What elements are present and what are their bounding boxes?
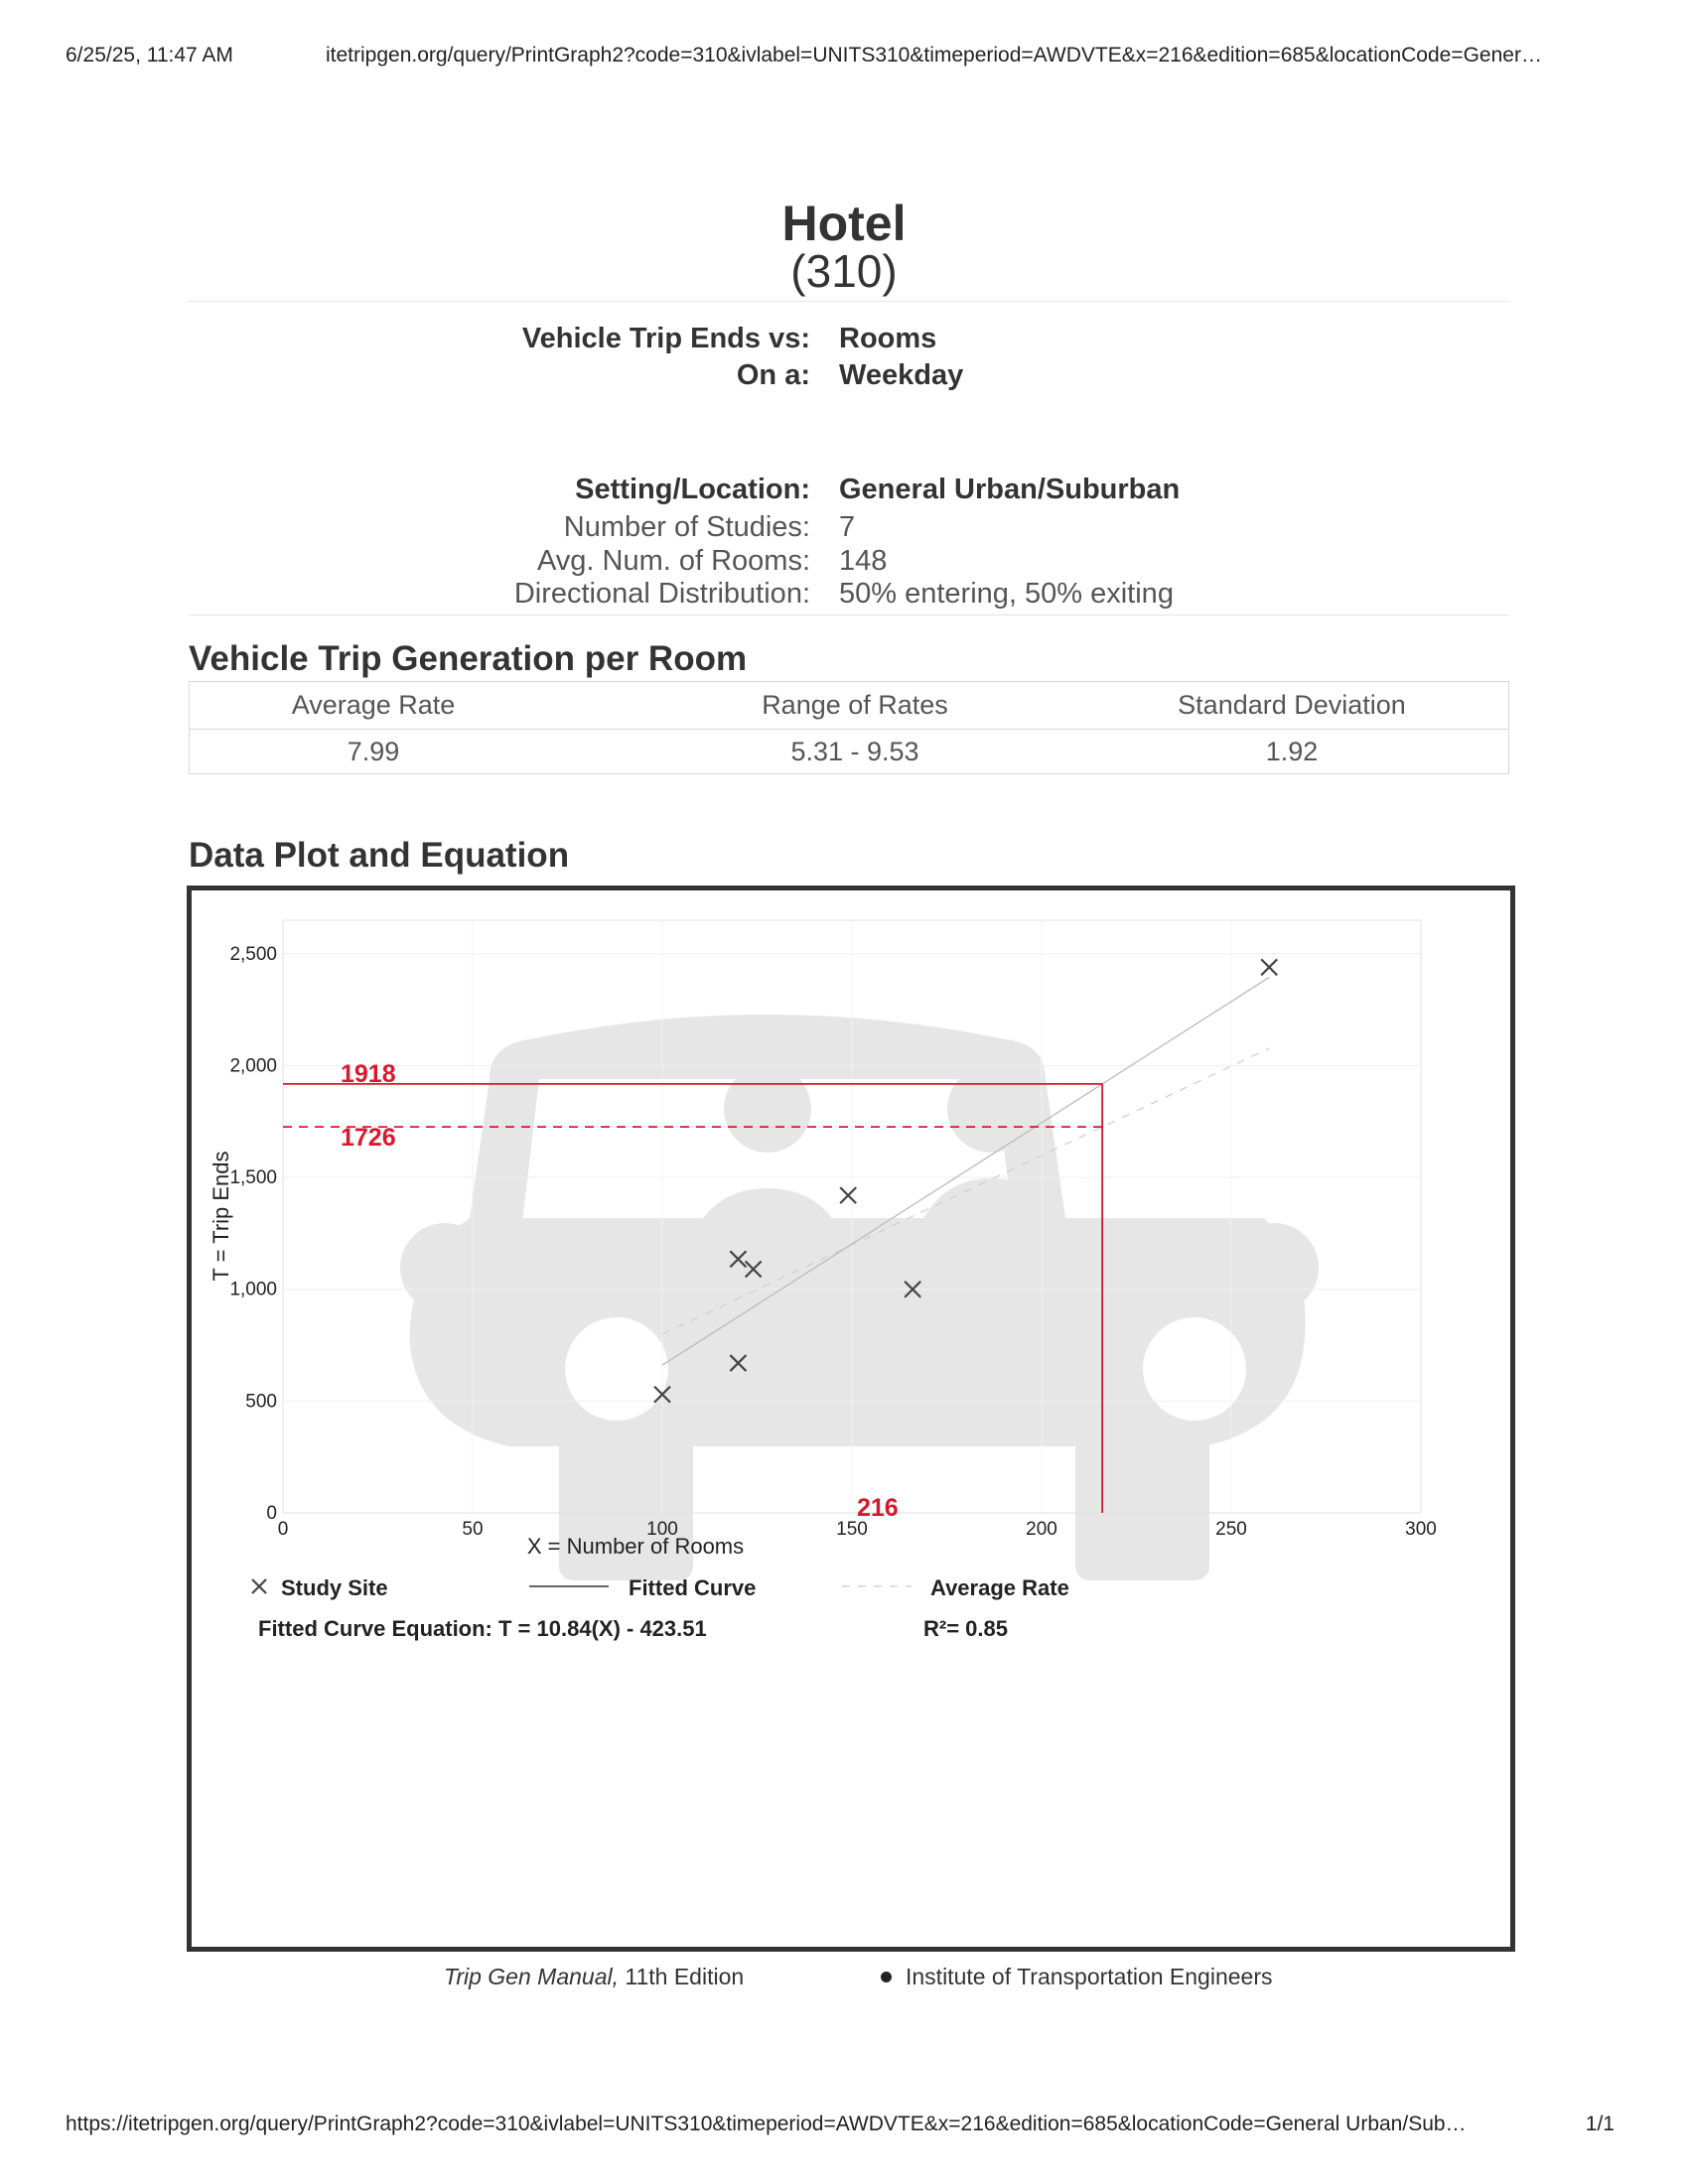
y-tick-label: 1,500 <box>229 1167 277 1189</box>
divider <box>189 614 1509 615</box>
y-tick-label: 0 <box>266 1503 277 1524</box>
studies-value: 7 <box>839 511 856 543</box>
fitted-value-label: 1918 <box>341 1060 396 1088</box>
rates-header-row <box>190 682 1508 730</box>
rates-section-title: Vehicle Trip Generation per Room <box>189 639 748 678</box>
x-tick-label: 150 <box>836 1519 868 1540</box>
studies-label: Number of Studies: <box>563 511 810 543</box>
setting-value: General Urban/Suburban <box>839 474 1181 505</box>
vs-label: Vehicle Trip Ends vs: <box>521 323 810 354</box>
on-value: Weekday <box>839 359 964 391</box>
rates-header-stddev: Standard Deviation <box>1178 690 1406 720</box>
x-tick-label: 100 <box>646 1519 678 1540</box>
x-input-label: 216 <box>857 1494 899 1522</box>
plot-section-title: Data Plot and Equation <box>189 836 570 875</box>
avg-rooms-value: 148 <box>839 545 888 577</box>
r-squared: R²= 0.85 <box>923 1616 1008 1641</box>
rates-value-average: 7.99 <box>347 737 400 766</box>
page-title: Hotel <box>781 196 907 251</box>
citation-org: Institute of Transportation Engineers <box>906 1964 1273 1989</box>
legend-study-site-label: Study Site <box>281 1575 388 1600</box>
y-tick-label: 2,000 <box>229 1055 277 1077</box>
rates-value-stddev: 1.92 <box>1265 737 1319 766</box>
page-number: 1/1 <box>1585 2113 1615 2135</box>
x-tick-label: 250 <box>1215 1519 1247 1540</box>
chart-frame <box>187 886 1515 1952</box>
print-datetime: 6/25/25, 11:47 AM <box>66 44 233 67</box>
average-value-label: 1726 <box>341 1124 396 1152</box>
directional-label: Directional Distribution: <box>513 578 810 610</box>
rates-value-row <box>190 729 1508 775</box>
print-url: itetripgen.org/query/PrintGraph2?code=310&ivlabel=UNITS310&timeperiod=AWDVTE&x=216&edition=685&locationCode=Gener… <box>326 44 1542 67</box>
citation-edition: 11th Edition <box>618 1964 745 1989</box>
y-tick-label: 500 <box>245 1391 277 1413</box>
setting-label: Setting/Location: <box>575 474 810 505</box>
scatter-chart <box>192 890 1510 1947</box>
y-tick-label: 2,500 <box>229 943 277 965</box>
vs-value: Rooms <box>839 323 937 354</box>
land-use-code: (310) <box>790 245 898 297</box>
divider <box>189 301 1509 302</box>
y-axis-title: T = Trip Ends <box>209 1151 233 1282</box>
citation-manual-title: Trip Gen Manual, <box>444 1964 619 1989</box>
citation-manual <box>444 1964 744 1990</box>
rates-header-average: Average Rate <box>291 690 456 720</box>
legend-study-site-icon <box>252 1579 266 1593</box>
bullet-icon <box>881 1972 892 1982</box>
study-site-point <box>1261 959 1277 975</box>
avg-rooms-label: Avg. Num. of Rooms: <box>536 545 810 577</box>
directional-value: 50% entering, 50% exiting <box>839 578 1174 610</box>
rates-header-range: Range of Rates <box>762 690 948 720</box>
rates-value-range: 5.31 - 9.53 <box>790 737 919 766</box>
legend-fitted-curve-label: Fitted Curve <box>629 1575 757 1600</box>
x-tick-label: 300 <box>1405 1519 1437 1540</box>
footer-url: https://itetripgen.org/query/PrintGraph2?code=310&ivlabel=UNITS310&timeperiod=AWDVTE&x=216&edition=685&locationCode=General Urban/Sub… <box>66 2113 1467 2135</box>
x-tick-label: 50 <box>462 1519 484 1540</box>
legend <box>252 1575 1069 1600</box>
x-tick-label: 200 <box>1026 1519 1057 1540</box>
on-label: On a: <box>736 359 810 391</box>
y-tick-label: 1,000 <box>229 1279 277 1300</box>
x-axis-title: X = Number of Rooms <box>526 1534 745 1559</box>
fitted-equation: Fitted Curve Equation: T = 10.84(X) - 423.51 <box>258 1616 707 1641</box>
x-tick-label: 0 <box>277 1519 289 1540</box>
rates-table <box>189 681 1509 774</box>
legend-average-rate-label: Average Rate <box>930 1575 1069 1600</box>
